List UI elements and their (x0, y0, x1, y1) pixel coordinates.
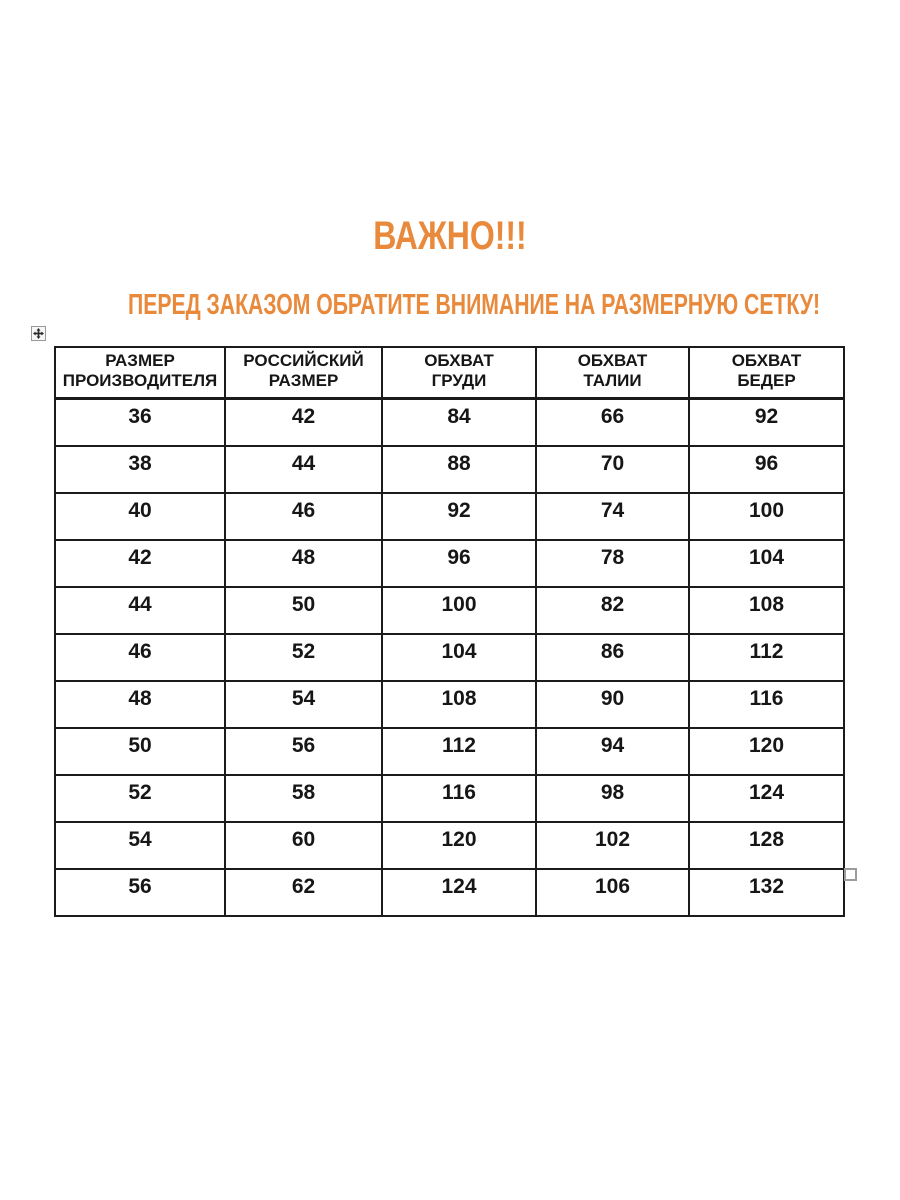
four-way-arrows-icon (33, 328, 44, 339)
table-cell: 116 (689, 681, 844, 728)
table-cell: 44 (225, 446, 382, 493)
header-line: ПРОИЗВОДИТЕЛЯ (62, 371, 218, 390)
table-row (55, 587, 844, 634)
table-cell: 100 (689, 493, 844, 540)
table-cell: 108 (689, 587, 844, 634)
table-cell: 120 (689, 728, 844, 775)
table-cell: 44 (55, 587, 225, 634)
table-row (55, 822, 844, 869)
table-cell: 92 (382, 493, 536, 540)
table-cell: 58 (225, 775, 382, 822)
header-line: БЕДЕР (737, 371, 796, 390)
table-cell: 132 (689, 869, 844, 916)
table-resize-handle[interactable] (844, 868, 857, 881)
table-cell: 48 (225, 540, 382, 587)
table-cell: 56 (55, 869, 225, 916)
table-cell: 42 (225, 399, 382, 447)
header-line: РОССИЙСКИЙ (243, 351, 364, 370)
table-cell: 112 (689, 634, 844, 681)
table-row (55, 540, 844, 587)
table-cell: 106 (536, 869, 689, 916)
table-cell: 98 (536, 775, 689, 822)
table-cell: 36 (55, 399, 225, 447)
table-row (55, 493, 844, 540)
table-cell: 78 (536, 540, 689, 587)
size-chart-notice-text: ПЕРЕД ЗАКАЗОМ ОБРАТИТЕ ВНИМАНИЕ НА РАЗМЕРНУЮ СЕТКУ! (127, 289, 821, 321)
table-cell: 48 (55, 681, 225, 728)
table-cell: 90 (536, 681, 689, 728)
column-header-manufacturer-size (55, 347, 225, 399)
table-cell: 86 (536, 634, 689, 681)
table-cell: 112 (382, 728, 536, 775)
table-cell: 50 (55, 728, 225, 775)
table-cell: 96 (689, 446, 844, 493)
header-line: ОБХВАТ (731, 351, 802, 370)
table-cell: 60 (225, 822, 382, 869)
table-cell: 94 (536, 728, 689, 775)
table-cell: 70 (536, 446, 689, 493)
table-cell: 52 (225, 634, 382, 681)
header-line: ГРУДИ (431, 371, 487, 390)
table-cell: 124 (689, 775, 844, 822)
table-cell: 84 (382, 399, 536, 447)
table-cell: 56 (225, 728, 382, 775)
table-cell: 74 (536, 493, 689, 540)
table-row (55, 399, 844, 447)
table-cell: 38 (55, 446, 225, 493)
table-row (55, 446, 844, 493)
column-header-hips (689, 347, 844, 399)
header-line: ОБХВАТ (424, 351, 494, 370)
table-cell: 108 (382, 681, 536, 728)
table-cell: 120 (382, 822, 536, 869)
table-row (55, 728, 844, 775)
table-header-row (55, 347, 844, 399)
header-line: РАЗМЕР (105, 351, 175, 370)
size-chart-notice (0, 288, 900, 322)
header-line: ТАЛИИ (583, 371, 642, 390)
table-row (55, 775, 844, 822)
table-cell: 42 (55, 540, 225, 587)
table-cell: 52 (55, 775, 225, 822)
header-line: РАЗМЕР (268, 371, 339, 390)
table-cell: 50 (225, 587, 382, 634)
table-cell: 104 (689, 540, 844, 587)
column-header-waist (536, 347, 689, 399)
size-table (54, 346, 845, 917)
table-row (55, 634, 844, 681)
page-title (0, 213, 900, 259)
table-cell: 54 (225, 681, 382, 728)
table-cell: 100 (382, 587, 536, 634)
table-cell: 46 (225, 493, 382, 540)
header-line: ОБХВАТ (577, 351, 648, 370)
table-row (55, 681, 844, 728)
table-cell: 102 (536, 822, 689, 869)
table-cell: 128 (689, 822, 844, 869)
table-cell: 96 (382, 540, 536, 587)
table-cell: 82 (536, 587, 689, 634)
table-cell: 62 (225, 869, 382, 916)
table-cell: 104 (382, 634, 536, 681)
table-cell: 88 (382, 446, 536, 493)
table-cell: 92 (689, 399, 844, 447)
table-cell: 66 (536, 399, 689, 447)
table-move-handle[interactable] (31, 326, 46, 341)
page-title-text: ВАЖНО!!! (373, 214, 527, 258)
table-cell: 40 (55, 493, 225, 540)
column-header-chest (382, 347, 536, 399)
table-cell: 46 (55, 634, 225, 681)
table-cell: 124 (382, 869, 536, 916)
table-row (55, 869, 844, 916)
column-header-russian-size (225, 347, 382, 399)
table-cell: 54 (55, 822, 225, 869)
table-cell: 116 (382, 775, 536, 822)
